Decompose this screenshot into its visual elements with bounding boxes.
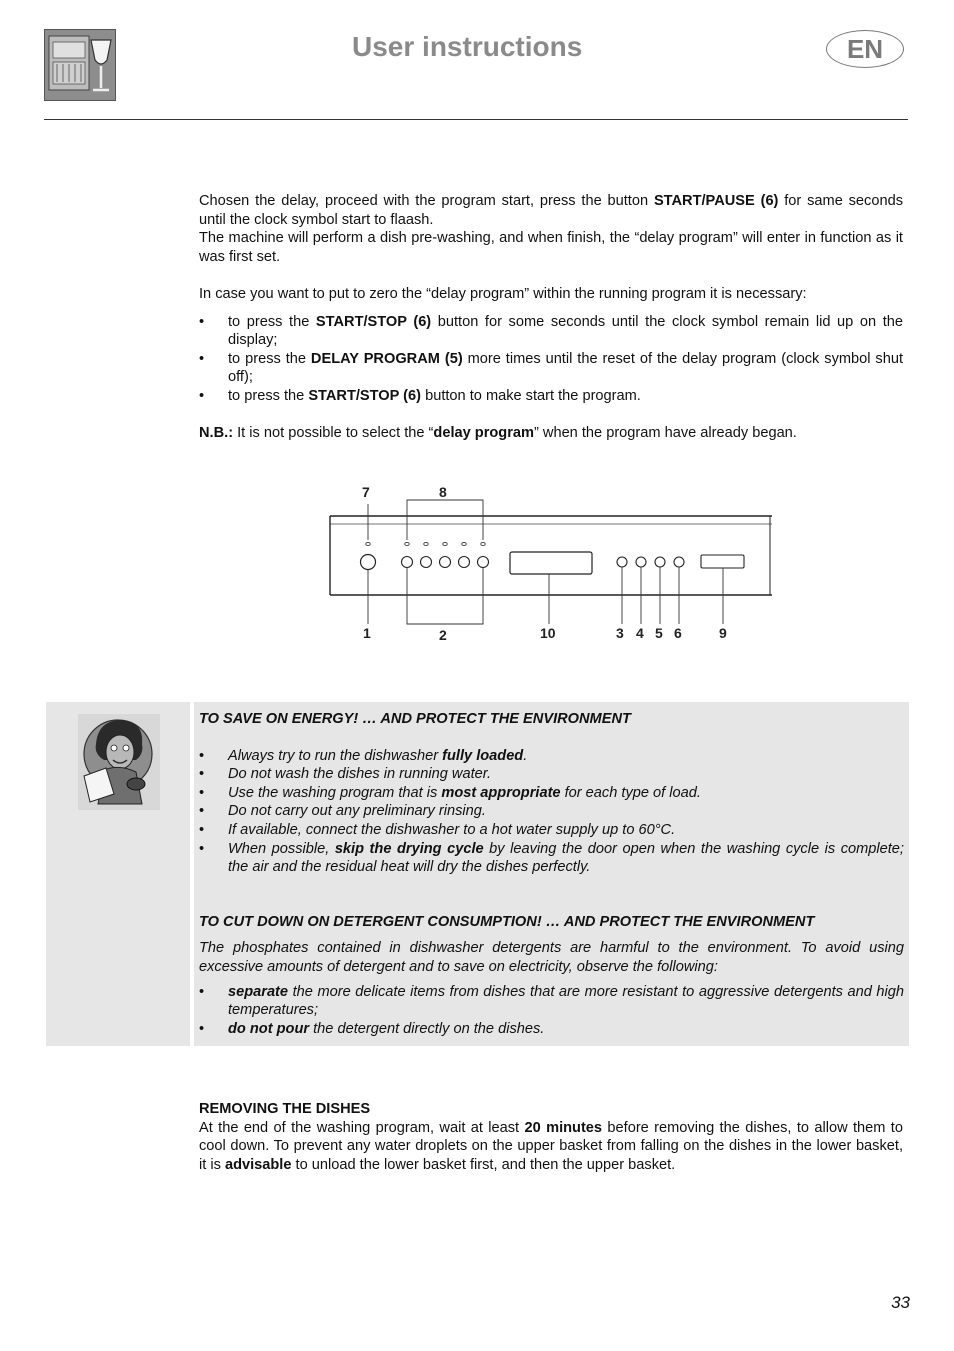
- detergent-tips-list: [199, 983, 904, 1039]
- page-title: User instructions: [352, 31, 583, 62]
- removing-heading: REMOVING THE DISHES: [199, 1101, 371, 1117]
- detergent-heading: TO CUT DOWN ON DETERGENT CONSUMPTION! … AND PROTECT THE ENVIRONMENT: [199, 913, 815, 930]
- on-off-button: [361, 555, 376, 570]
- intro-paragraph-1: Chosen the delay, proceed with the program start, press the button START/PAUSE (6) for same seconds until the clock symbol start to flaash.: [199, 193, 903, 228]
- callout-label: 7: [362, 484, 370, 500]
- callout-label: 6: [674, 625, 682, 641]
- indicator-leds: [366, 542, 485, 545]
- option-buttons: [617, 557, 684, 567]
- display-window: [510, 552, 592, 574]
- energy-heading: TO SAVE ON ENERGY! … AND PROTECT THE ENVIRONMENT: [199, 711, 631, 727]
- energy-tips-list: [199, 747, 904, 877]
- program-buttons: [402, 557, 489, 568]
- callout-label: 2: [439, 627, 447, 643]
- list-item: • Do not carry out any preliminary rinsing.: [199, 802, 904, 821]
- callout-label: 1: [363, 625, 371, 641]
- removing-paragraph: At the end of the washing program, wait at least 20 minutes before removing the dishes, to allow them to cool down. To prevent any water droplets on the upper basket from falling on the dishes in the lower basket, it is advisable to unload the lower basket first, and then the upper basket.: [199, 1119, 903, 1173]
- callout-label: 10: [540, 625, 556, 641]
- callout-label: 3: [616, 625, 624, 641]
- language-badge: EN: [826, 30, 904, 68]
- list-item: • to press the DELAY PROGRAM (5) more times until the reset of the delay program (clock symbol shut off);: [199, 350, 903, 387]
- list-item: • Do not wash the dishes in running water.: [199, 765, 904, 784]
- door-handle: [701, 555, 744, 568]
- page-number: 33: [891, 1293, 910, 1312]
- callout-label: 9: [719, 625, 727, 641]
- removing-dishes-section: [199, 1100, 903, 1174]
- reset-steps-list: [199, 313, 903, 406]
- list-item: • to press the START/STOP (6) button to make start the program.: [199, 387, 903, 406]
- callout-label: 5: [655, 625, 663, 641]
- list-item: • to press the START/STOP (6) button for some seconds until the clock symbol remain lid up on the display;: [199, 313, 903, 350]
- list-item: • Use the washing program that is most appropriate for each type of load.: [199, 784, 904, 803]
- control-panel-diagram: [318, 478, 788, 648]
- intro-section: [199, 192, 903, 443]
- callout-label: 8: [439, 484, 447, 500]
- intro-paragraph-3: In case you want to put to zero the “delay program” within the running program it is necessary:: [199, 285, 807, 302]
- list-item: • If available, connect the dishwasher to a hot water supply up to 60°C.: [199, 821, 904, 840]
- callout-label: 4: [636, 625, 644, 641]
- start-pause-reference: START/PAUSE (6): [653, 193, 779, 209]
- energy-tips-section: [199, 710, 904, 1038]
- eco-box-divider: [190, 702, 194, 1046]
- list-item: • When possible, skip the drying cycle by leaving the door open when the washing cycle is complete; the air and the residual heat will dry the dishes perfectly.: [199, 840, 904, 877]
- dishwasher-glass-icon: [44, 29, 116, 101]
- detergent-intro: The phosphates contained in dishwasher detergents are harmful to the environment. To avoid using excessive amounts of detergent and to save on electricity, observe the following:: [199, 940, 904, 975]
- cartoon-woman-icon: [78, 714, 160, 810]
- note-paragraph: N.B.: It is not possible to select the “delay program” when the program have already began.: [199, 425, 797, 442]
- header-divider: [44, 119, 908, 120]
- list-item: • separate the more delicate items from dishes that are more resistant to aggressive detergents and high temperatures;: [199, 983, 904, 1020]
- intro-paragraph-2: The machine will perform a dish pre-washing, and when finish, the “delay program” will enter in function as it was first set.: [199, 230, 903, 265]
- list-item: • Always try to run the dishwasher fully loaded.: [199, 747, 904, 766]
- list-item: • do not pour the detergent directly on the dishes.: [199, 1020, 904, 1039]
